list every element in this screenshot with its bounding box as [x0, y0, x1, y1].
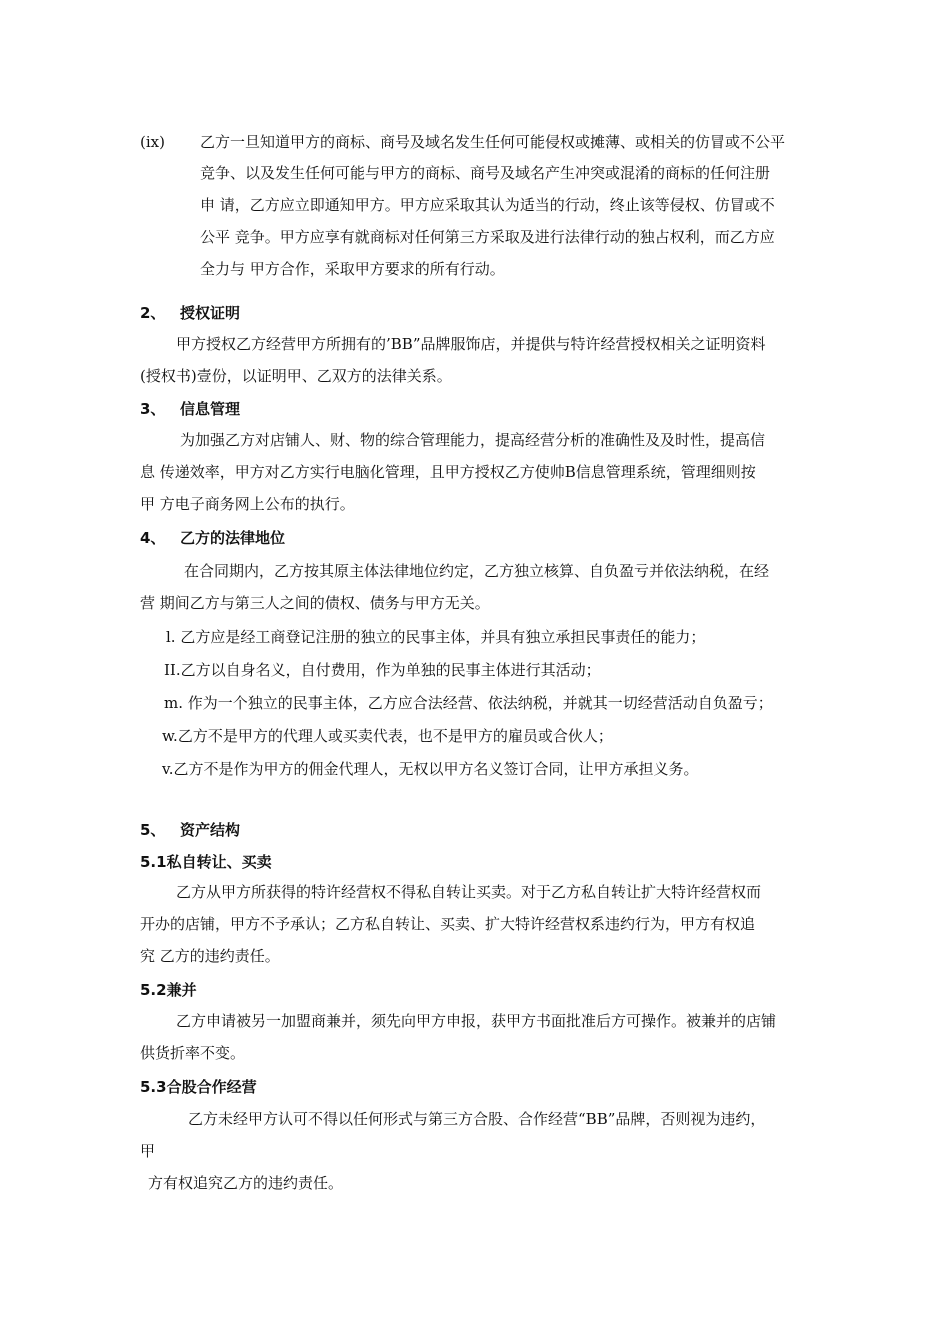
section-2-line-2: (授权书)壹份，以证明甲、乙双方的法律关系。: [140, 367, 452, 385]
subsection-5-3-line-3: 方有权追究乙方的违约责任。: [148, 1174, 344, 1192]
section-4-item-1: l. 乙方应是经工商登记注册的独立的民事主体，并具有独立承担民事责任的能力；: [166, 628, 706, 646]
subsection-5-1-line-2: 开办的店铺，甲方不予承认；乙方私自转让、买卖、扩大特许经营权系违约行为，甲方有权追: [140, 915, 756, 933]
section-3-line-1: 为加强乙方对店铺人、财、物的综合管理能力，提高经营分析的准确性及及时性，提高信: [180, 431, 766, 449]
section-3-line-2: 息 传递效率，甲方对乙方实行电脑化管理，且甲方授权乙方使帅B信息管理系统，管理细则按: [140, 463, 756, 481]
section-4-line-1: 在合同期内，乙方按其原主体法律地位约定，乙方独立核算、自负盈亏并依法纳税，在经: [184, 562, 770, 580]
subsection-5-2-line-1: 乙方申请被另一加盟商兼并，须先向甲方申报，获甲方书面批准后方可操作。被兼并的店铺: [176, 1012, 777, 1030]
section-3-line-3: 甲 方电子商务网上公布的执行。: [140, 495, 355, 513]
item-ix-marker: (ix): [140, 133, 165, 151]
subsection-5-3-line-2: 甲: [140, 1142, 156, 1160]
section-2-number: 2、: [140, 304, 166, 322]
subsection-5-2-title: 5.2兼并: [140, 981, 197, 999]
section-4-item-4: w.乙方不是甲方的代理人或买卖代表，也不是甲方的雇员或合伙人；: [162, 727, 613, 745]
section-4-number: 4、: [140, 529, 166, 547]
section-4-title: 乙方的法律地位: [180, 529, 286, 547]
section-5-heading: [140, 820, 240, 840]
section-2-title: 授权证明: [180, 304, 241, 322]
item-ix-line-4: 公平 竞争。甲方应享有就商标对任何第三方采取及进行法律行动的独占权利，而乙方应: [200, 228, 775, 246]
section-2-heading: [140, 303, 240, 323]
section-4-heading: [140, 528, 285, 548]
section-5-number: 5、: [140, 821, 166, 839]
subsection-5-3-line-1: 乙方未经甲方认可不得以任何形式与第三方合股、合作经营“BB”品牌，否则视为违约，: [188, 1110, 766, 1128]
subsection-5-3-title: 5.3合股合作经营: [140, 1078, 257, 1096]
section-4-line-2: 营 期间乙方与第三人之间的债权、债务与甲方无关。: [140, 594, 490, 612]
section-4-item-2: II.乙方以自身名义，自付费用，作为单独的民事主体进行其活动；: [164, 661, 601, 679]
item-ix-line-3: 申 请，乙方应立即通知甲方。甲方应采取其认为适当的行动，终止该等侵权、仿冒或不: [200, 196, 775, 214]
section-5-title: 资产结构: [180, 821, 241, 839]
subsection-5-2-line-2: 供货折率不变。: [140, 1044, 246, 1062]
subsection-5-1-title: 5.1私自转让、买卖: [140, 853, 272, 871]
section-4-item-3: m. 作为一个独立的民事主体，乙方应合法经营、依法纳税，并就其一切经营活动自负盈亏；: [164, 694, 773, 712]
item-ix-line-1: 乙方一旦知道甲方的商标、商号及域名发生任何可能侵权或摊薄、或相关的仿冒或不公平: [200, 133, 786, 151]
section-3-title: 信息管理: [180, 400, 241, 418]
section-3-heading: [140, 399, 240, 419]
section-3-number: 3、: [140, 400, 166, 418]
subsection-5-1-line-1: 乙方从甲方所获得的特许经营权不得私自转让买卖。对于乙方私自转让扩大特许经营权而: [176, 883, 762, 901]
section-2-line-1: 甲方授权乙方经营甲方所拥有的’BB”品牌服饰店，并提供与特许经营授权相关之证明资料: [176, 335, 766, 353]
item-ix-line-5: 全力与 甲方合作，采取甲方要求的所有行动。: [200, 260, 505, 278]
subsection-5-1-line-3: 究 乙方的违约责任。: [140, 947, 280, 965]
section-4-item-5: v.乙方不是作为甲方的佣金代理人，无权以甲方名义签订合同，让甲方承担义务。: [162, 760, 699, 778]
item-ix-line-2: 竞争、以及发生任何可能与甲方的商标、商号及域名产生冲突或混淆的商标的任何注册: [200, 164, 771, 182]
